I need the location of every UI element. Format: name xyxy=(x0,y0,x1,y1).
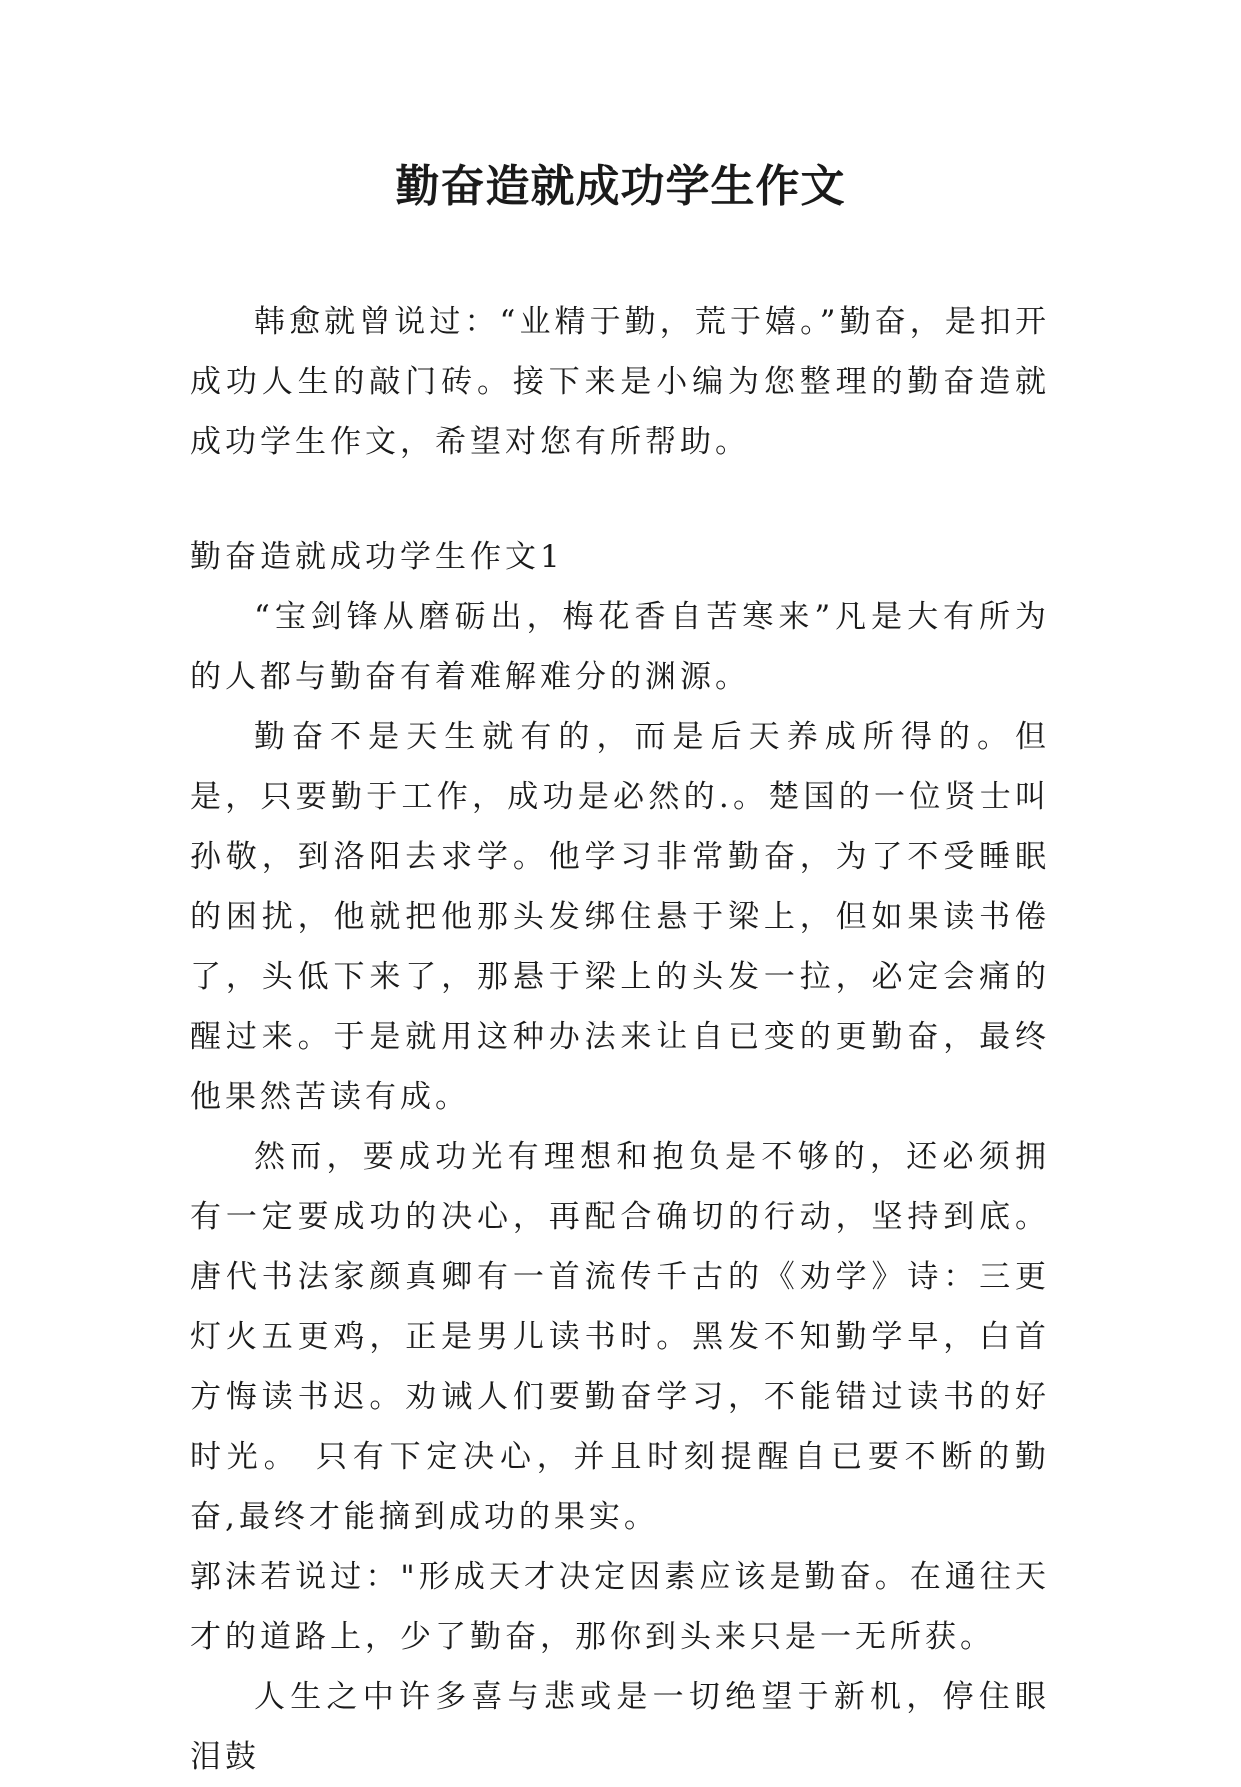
body-paragraph: 郭沫若说过："形成天才决定因素应该是勤奋。在通往天才的道路上，少了勤奋，那你到头来只是一无所获。 xyxy=(190,1559,1050,1655)
intro-paragraph: 韩愈就曾说过：“业精于勤，荒于嬉。”勤奋，是扣开成功人生的敲门砖。接下来是小编为您整理的勤奋造就成功学生作文，希望对您有所帮助。 xyxy=(190,304,1050,460)
section-heading: 勤奋造就成功学生作文1 xyxy=(190,539,564,575)
body-paragraph: “宝剑锋从磨砺出，梅花香自苦寒来”凡是大有所为的人都与勤奋有着难解难分的渊源。 xyxy=(190,599,1050,695)
document-body xyxy=(190,292,1050,1787)
body-paragraph: 然而，要成功光有理想和抱负是不够的，还必须拥有一定要成功的决心，再配合确切的行动，坚持到底。唐代书法家颜真卿有一首流传千古的《劝学》诗：三更灯火五更鸡，正是男儿读书时。黑发不知勤学早，白首方悔读书迟。劝诫人们要勤奋学习，不能错过读书的好时光。 只有下定决心，并且时刻提醒自已要不断的勤奋,最终才能摘到成功的果实。 xyxy=(190,1139,1050,1535)
body-paragraph: 人生之中许多喜与悲或是一切绝望于新机，停住眼泪鼓 xyxy=(190,1679,1050,1775)
document-title: 勤奋造就成功学生作文 xyxy=(395,161,846,212)
spacer xyxy=(190,472,1050,527)
body-paragraph: 勤奋不是天生就有的，而是后天养成所得的。但是，只要勤于工作，成功是必然的.。楚国的一位贤士叫孙敬，到洛阳去求学。他学习非常勤奋，为了不受睡眠的困扰，他就把他那头发绑住悬于梁上，但如果读书倦了，头低下来了，那悬于梁上的头发一拉，必定会痛的醒过来。于是就用这种办法来让自已变的更勤奋，最终他果然苦读有成。 xyxy=(190,719,1050,1115)
